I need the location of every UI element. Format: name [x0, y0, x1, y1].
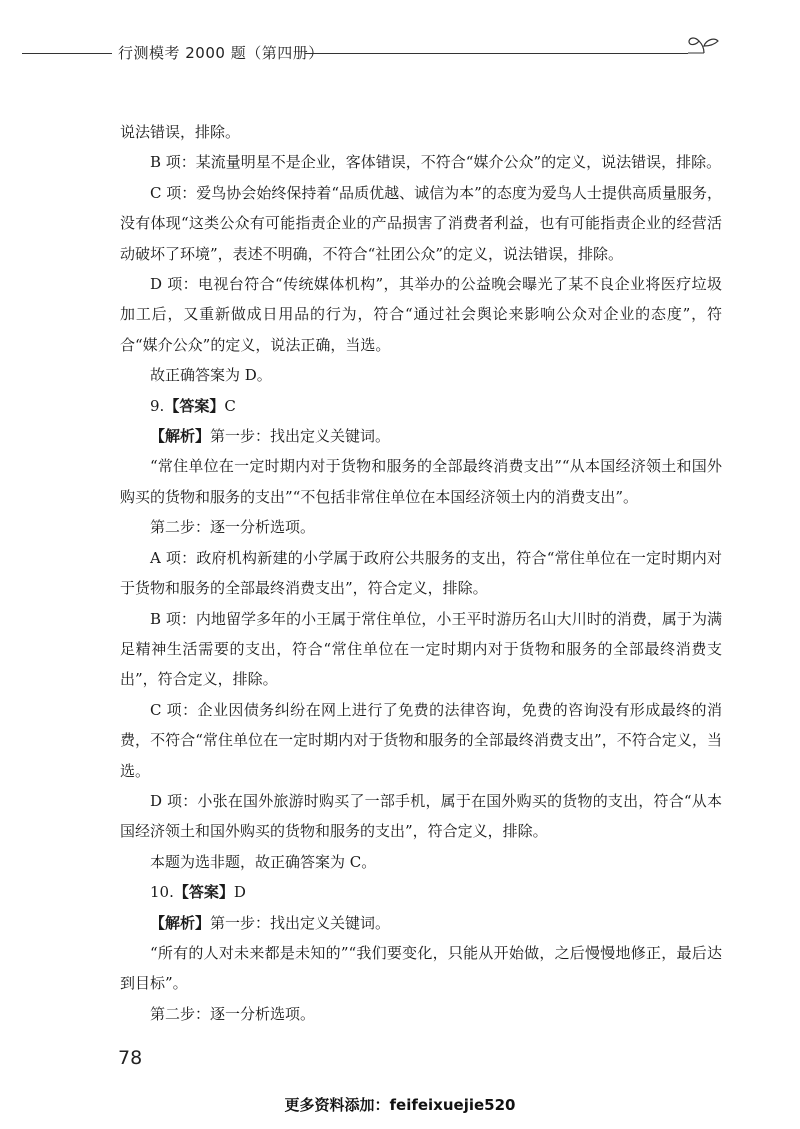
q10-answer-value: D [233, 883, 246, 902]
q9-answer-value: C [224, 396, 236, 415]
header-rule-left [22, 53, 112, 54]
page-body [120, 117, 722, 1029]
paragraph: “所有的人对未来都是未知的”“我们要变化，只能从开始做，之后慢慢地修正，最后达到目标”。 [120, 943, 722, 993]
paragraph: 本题为选非题，故正确答案为 C。 [150, 852, 377, 871]
sprout-icon [684, 32, 724, 66]
paragraph: D 项：电视台符合“传统媒体机构”，其举办的公益晚会曝光了某不良企业将医疗垃圾加工后，又重新做成日用品的行为，符合“通过社会舆论来影响公众对企业的态度”，符合“媒介公众”的定义，说法正确，当选。 [120, 275, 722, 354]
footer-note: 更多资料添加：feifeixuejie520 [284, 1096, 516, 1114]
header-rule-right [305, 53, 688, 54]
page-number: 78 [118, 1047, 143, 1069]
q9-answer-label: 【答案】 [164, 396, 225, 415]
paragraph: B 项：内地留学多年的小王属于常住单位，小王平时游历名山大川时的消费，属于为满足精神生活需要的支出，符合“常住单位在一定时期内对于货物和服务的全部最终消费支出”，符合定义，排除。 [120, 609, 722, 689]
q9-analysis-label: 【解析】 [150, 427, 211, 446]
header-title: 行测模考 2000 题（第四册） [118, 44, 324, 62]
paragraph: 第二步：逐一分析选项。 [150, 518, 316, 537]
q10-answer-line [120, 877, 722, 907]
q10-analysis-text: 第一步：找出定义关键词。 [210, 913, 391, 932]
q10-analysis-line [120, 908, 722, 938]
paragraph: B 项：某流量明星不是企业，客体错误，不符合“媒介公众”的定义，说法错误，排除。 [150, 153, 722, 172]
q10-number: 10. [150, 883, 174, 902]
paragraph: 故正确答案为 D。 [150, 366, 272, 385]
paragraph: 第二步：逐一分析选项。 [150, 1004, 316, 1023]
q10-answer-label: 【答案】 [173, 883, 234, 902]
q9-number: 9. [150, 396, 165, 415]
q10-analysis-label: 【解析】 [150, 913, 211, 932]
q9-analysis-text: 第一步：找出定义关键词。 [210, 427, 391, 446]
paragraph: C 项：企业因债务纠纷在网上进行了免费的法律咨询，免费的咨询没有形成最终的消费，不符合“常住单位在一定时期内对于货物和服务的全部最终消费支出”，不符合定义，当选。 [120, 700, 722, 780]
q9-analysis-line [120, 421, 722, 451]
paragraph: 说法错误，排除。 [120, 123, 241, 141]
paragraph: C 项：爱鸟协会始终保持着“品质优越、诚信为本”的态度为爱鸟人士提供高质量服务，没有体现“这类公众有可能指责企业的产品损害了消费者利益，也有可能指责企业的经营活动破坏了环境”，表述不明确，不符合“社团公众”的定义，说法错误，排除。 [120, 183, 722, 263]
paragraph: “常住单位在一定时期内对于货物和服务的全部最终消费支出”“从本国经济领土和国外购买的货物和服务的支出”“不包括非常住单位在本国经济领土内的消费支出”。 [120, 457, 722, 506]
paragraph: D 项：小张在国外旅游时购买了一部手机，属于在国外购买的货物的支出，符合“从本国经济领土和国外购买的货物和服务的支出”，符合定义，排除。 [120, 791, 722, 841]
paragraph: A 项：政府机构新建的小学属于政府公共服务的支出，符合“常住单位在一定时期内对于货物和服务的全部最终消费支出”，符合定义，排除。 [120, 548, 722, 598]
q9-answer-line [120, 391, 722, 421]
running-header [0, 40, 800, 68]
